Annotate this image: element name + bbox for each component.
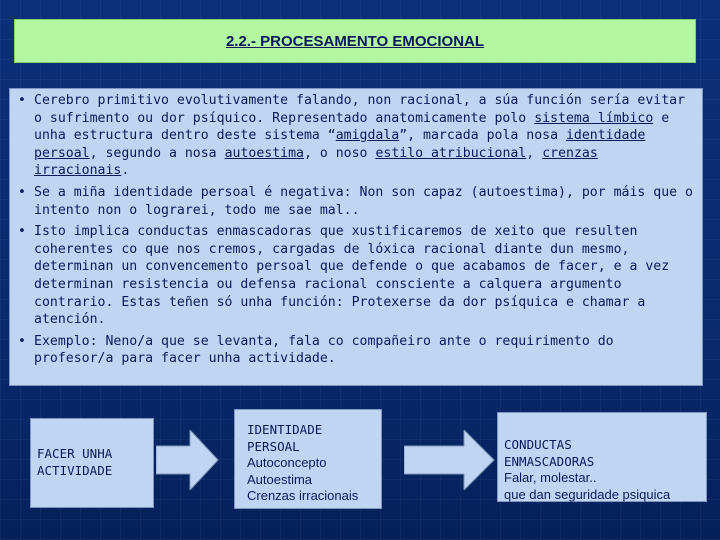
flow-identidade-line4: Autoestima [247, 471, 313, 487]
flow-action-line1: FACER UNHA [37, 446, 113, 461]
arrow-right-icon [404, 430, 496, 490]
title-banner [14, 19, 696, 63]
flow-action-line2: ACTIVIDADE [37, 463, 113, 478]
bullet-text: . [121, 163, 130, 179]
term-estilo-atribucional: estilo atribucional [375, 145, 527, 161]
term-autoestima: autoestima [224, 145, 304, 161]
bullet-text: Cerebro primitivo evolutivamente falando, non racional, a súa función sería evitar o sufrimento ou dor psíquico. Representado anatomicamente polo [34, 93, 686, 126]
bullet-conductas [16, 223, 694, 329]
flow-identidade-line1: IDENTIDADE [247, 422, 323, 437]
flow-box-action [30, 418, 154, 508]
bullet-dot: • [18, 333, 26, 349]
bullet-dot: • [18, 224, 26, 240]
flow-identidade-line3: Autoconcepto [247, 455, 327, 470]
bullet-exemplo [16, 333, 694, 368]
bullet-text: , segundo a nosa [89, 145, 225, 161]
flow-conductas-line3: Falar, molestar.. [504, 470, 597, 485]
bullet-text: Isto implica conductas enmascadoras que xustificaremos de xeito que resulten coherentes co que nos cremos, cargadas de lóxica racional diante dun mesmo, determinan un convencemento persoal que defende o que acabamos de facer, e a vez determinan resistencia ou defensa racional consciente a calquera argumento contrario. Estas teñen só unha función: Protexerse da dor psíquica e chamar a atención. [34, 224, 670, 328]
bullet-text: e unha estructura dentro deste sistema “ [34, 110, 670, 144]
bullet-text: ”, marcada pola nosa [399, 128, 566, 144]
bullet-text: , o noso [303, 145, 376, 161]
bullet-text: Exemplo: Neno/a que se levanta, fala co compañeiro ante o requirimento do profesor/a para facer unha actividade. [34, 333, 614, 367]
bullet-text: , [526, 145, 543, 161]
content-panel [9, 88, 703, 386]
slide-title: 2.2.- PROCESAMENTO EMOCIONAL [225, 32, 485, 50]
flow-identidade-line5: Crenzas irracionais [247, 488, 359, 503]
term-identidade-persoal: identidade persoal [34, 128, 646, 161]
bullet-dot: • [18, 184, 26, 200]
term-amigdala: amigdala [335, 128, 400, 144]
flow-conductas-line1: CONDUCTAS [504, 437, 572, 452]
flow-box-identidade [234, 409, 382, 509]
flow-conductas-line2: ENMASCADORAS [504, 453, 595, 469]
term-crenzas-irracionais: crenzas irracionais [34, 145, 598, 179]
arrow-right-icon [156, 430, 220, 490]
bullet-dot: • [18, 93, 26, 108]
flow-identidade-line2: PERSOAL [247, 438, 300, 454]
bullet-text: Se a miña identidade persoal é negativa: Non son capaz (autoestima), por máis que o intento non o lograrei, todo me sae mal.. [34, 184, 693, 218]
bullet-cerebro [16, 92, 694, 180]
term-sistema-limbico: sistema límbico [534, 110, 654, 126]
flow-conductas-line4: que dan seguridade psiquica [504, 486, 671, 502]
flow-box-conductas [497, 412, 707, 502]
bullet-identidade-negativa [16, 184, 694, 219]
